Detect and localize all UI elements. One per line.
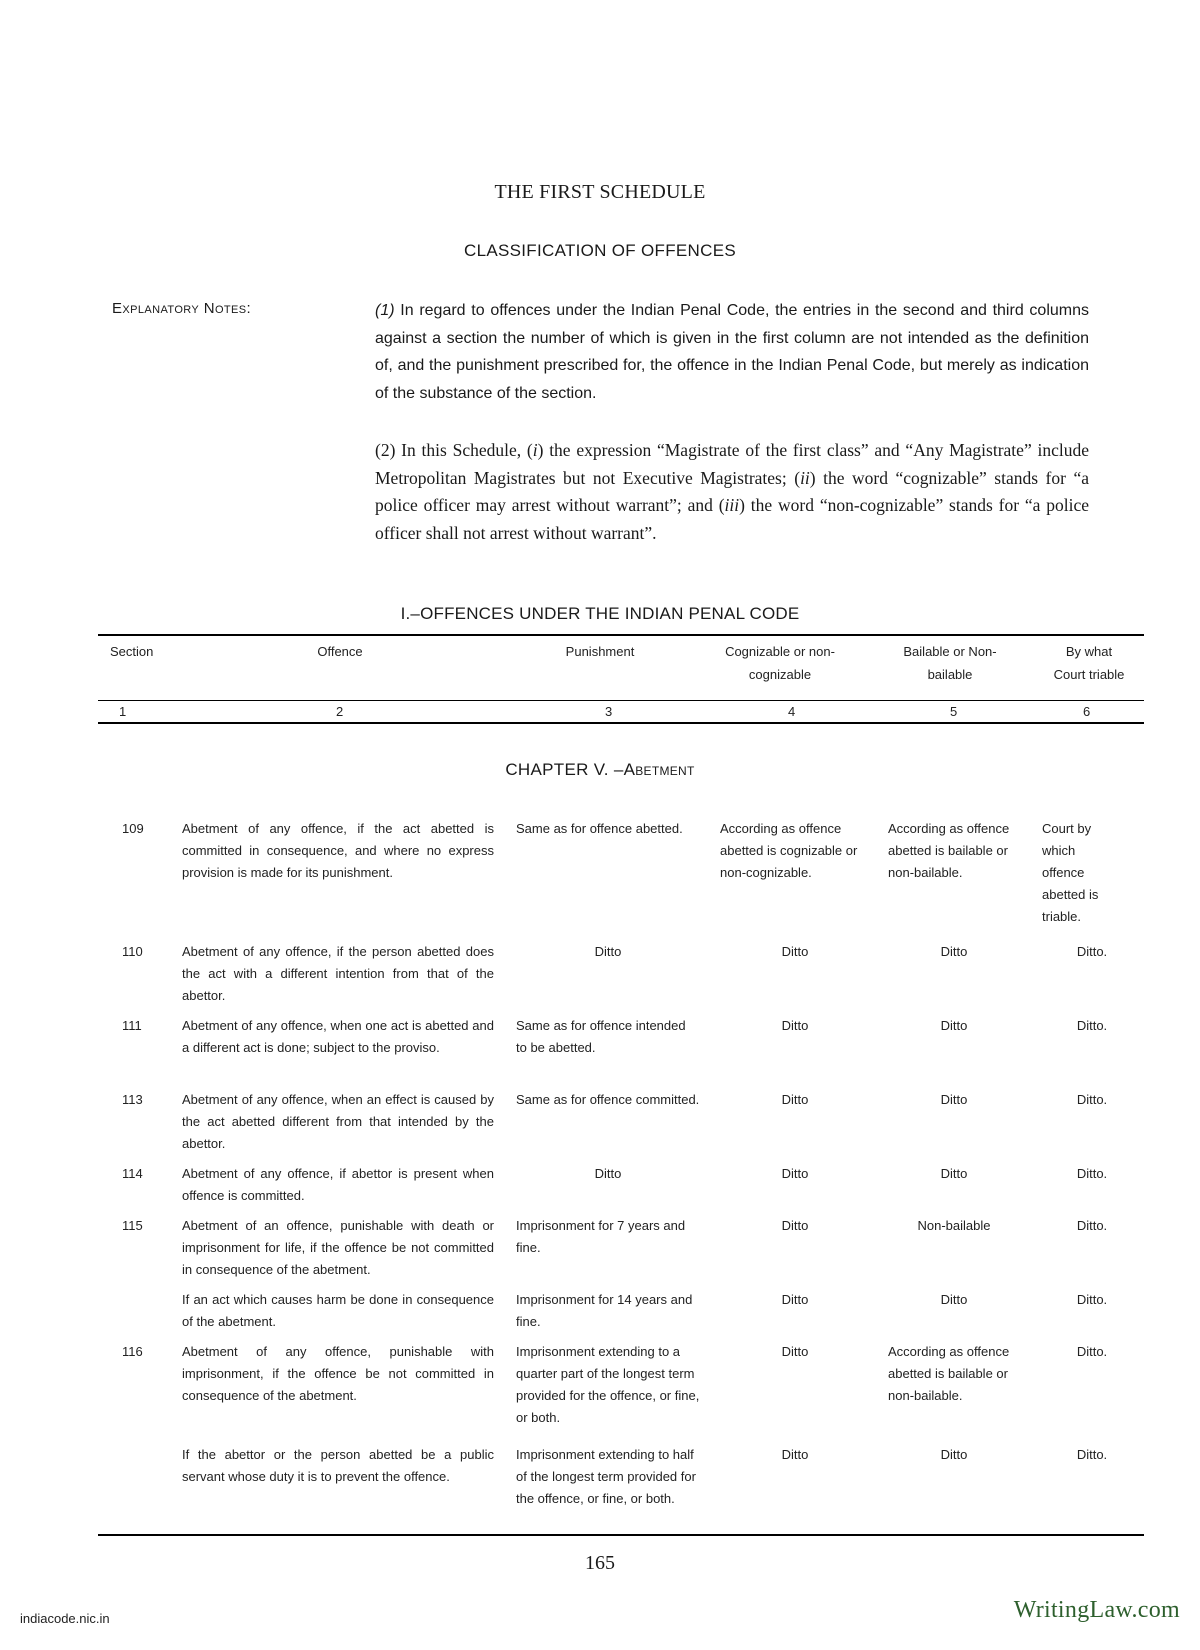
row-offence: Abetment of any offence, punishable with imprisonment, if the offence be not committed in consequence of the abetment. — [182, 1344, 494, 1403]
row-punishment: Imprisonment for 7 years and fine. — [516, 1218, 686, 1255]
note-2-roman-iii: iii — [724, 495, 740, 515]
row-bailable: Non-bailable — [917, 1218, 991, 1233]
footer-watermark: WritingLaw.com — [1013, 1597, 1180, 1623]
note-2-part-b: ) the expression “Magistrate of the first class” and “Any Magistrate” include Metropolitan Magistrates but not Executive Magistrates; ( — [375, 440, 1089, 488]
row-cognizable: Ditto — [781, 1447, 809, 1462]
row-bailable: Ditto — [940, 944, 968, 959]
row-cognizable: Ditto — [781, 944, 809, 959]
row-cognizable: Ditto — [781, 1092, 809, 1107]
header-section: Section — [110, 644, 154, 659]
note-2-part-a: (2) In this Schedule, ( — [375, 440, 533, 460]
column-number-5: 5 — [950, 704, 958, 719]
chapter-prefix: CHAPTER V. – — [505, 760, 624, 779]
schedule-subtitle: CLASSIFICATION OF OFFENCES — [464, 241, 736, 260]
row-cognizable: According as offence abetted is cognizable or non-cognizable. — [720, 821, 858, 880]
row-section: 116 — [122, 1344, 143, 1359]
row-offence: Abetment of any offence, when one act is abetted and a different act is done; subject to the proviso. — [182, 1018, 494, 1055]
header-cognizable — [700, 640, 860, 686]
header-cognizable-line-1: Cognizable or non- — [725, 644, 835, 659]
row-offence: Abetment of an offence, punishable with death or imprisonment for life, if the offence be not committed in consequence of the abetment. — [182, 1218, 494, 1277]
footer-source: indiacode.nic.in — [20, 1611, 110, 1626]
row-bailable: According as offence abetted is bailable or non-bailable. — [888, 1344, 1010, 1403]
row-punishment: Same as for offence abetted. — [516, 821, 683, 836]
header-offence: Offence — [317, 644, 363, 659]
row-court: Ditto. — [1076, 944, 1108, 959]
row-offence: Abetment of any offence, if the person abetted does the act with a different intention from that of the abettor. — [182, 944, 494, 1003]
column-number-4: 4 — [788, 704, 796, 719]
row-cognizable: Ditto — [781, 1218, 809, 1233]
header-bailable-line-2: bailable — [927, 667, 973, 682]
row-court: Ditto. — [1076, 1166, 1108, 1181]
row-section: 109 — [122, 821, 144, 836]
header-cognizable-line-2: cognizable — [748, 667, 812, 682]
column-number-3: 3 — [605, 704, 613, 719]
row-cognizable: Ditto — [781, 1166, 809, 1181]
chapter-heading — [0, 760, 1200, 780]
header-bailable — [880, 640, 1020, 686]
row-court: Court by which offence abetted is triable. — [1042, 821, 1099, 924]
row-punishment: Same as for offence intended to be abetted. — [516, 1018, 686, 1055]
row-cognizable: Ditto — [781, 1292, 809, 1307]
column-number-2: 2 — [336, 704, 344, 719]
row-court: Ditto. — [1076, 1447, 1108, 1462]
header-punishment: Punishment — [565, 644, 635, 659]
row-offence: If the abettor or the person abetted be a public servant whose duty it is to prevent the offence. — [182, 1447, 494, 1484]
page-number: 165 — [585, 1552, 615, 1574]
row-section: 113 — [122, 1092, 143, 1107]
note-1-text: In regard to offences under the Indian Penal Code, the entries in the second and third columns against a section the number of which is given in the first column are not intended as the definition of, and the punishment prescribed for, the offence in the Indian Penal Code, but merely as indication of the substance of the section. — [375, 302, 1089, 402]
row-offence: Abetment of any offence, if the act abetted is committed in consequence, and where no express provision is made for its punishment. — [182, 821, 494, 880]
row-cognizable: Ditto — [781, 1018, 809, 1033]
header-court — [1034, 640, 1144, 686]
row-bailable: Ditto — [940, 1292, 968, 1307]
row-bailable: Ditto — [940, 1092, 968, 1107]
table-header-bottom-rule — [98, 722, 1144, 724]
column-number-1: 1 — [119, 704, 127, 719]
row-offence: If an act which causes harm be done in consequence of the abetment. — [182, 1292, 494, 1329]
note-2-roman-ii: ii — [800, 467, 810, 488]
table-header-divider — [98, 700, 1144, 701]
row-section: 115 — [122, 1218, 143, 1233]
note-2-part-c: ) the word “cognizable” stands for “a police officer may arrest without warrant”; and ( — [375, 467, 1089, 515]
chapter-name: Abetment — [623, 760, 695, 779]
row-bailable: Ditto — [940, 1166, 968, 1181]
row-section: 111 — [122, 1018, 142, 1033]
header-court-line-1: By what — [1065, 644, 1113, 659]
note-2-part-d: ) the word “non-cognizable” stands for “a police officer shall not arrest without warrant”. — [375, 495, 1090, 543]
row-bailable: According as offence abetted is bailable or non-bailable. — [888, 821, 1010, 880]
row-offence: Abetment of any offence, if abettor is present when offence is committed. — [182, 1166, 494, 1203]
row-punishment: Imprisonment for 14 years and fine. — [516, 1292, 693, 1329]
row-bailable: Ditto — [940, 1447, 968, 1462]
row-bailable: Ditto — [940, 1018, 968, 1033]
note-1-number: (1) — [375, 302, 395, 319]
row-punishment: Same as for offence committed. — [516, 1092, 700, 1107]
row-court: Ditto. — [1076, 1218, 1108, 1233]
row-section: 114 — [122, 1166, 143, 1181]
header-court-line-2: Court triable — [1053, 667, 1125, 682]
row-section: 110 — [122, 944, 143, 959]
row-punishment: Imprisonment extending to a quarter part of the longest term provided for the offence, or fine, or both. — [516, 1344, 700, 1425]
part-heading: I.–OFFENCES UNDER THE INDIAN PENAL CODE — [400, 604, 800, 623]
row-punishment: Ditto — [594, 944, 622, 959]
row-cognizable: Ditto — [781, 1344, 809, 1359]
explanatory-note-2 — [375, 437, 1089, 547]
note-2-roman-i: i — [532, 440, 538, 460]
row-court: Ditto. — [1076, 1018, 1108, 1033]
explanatory-notes-label: Explanatory Notes: — [112, 300, 252, 317]
row-court: Ditto. — [1076, 1092, 1108, 1107]
row-offence: Abetment of any offence, when an effect is caused by the act abetted different from that intended by the abettor. — [182, 1092, 494, 1151]
row-punishment: Ditto — [594, 1166, 622, 1181]
column-number-6: 6 — [1083, 704, 1091, 719]
row-punishment: Imprisonment extending to half of the longest term provided for the offence, or fine, or both. — [516, 1447, 696, 1506]
table-top-rule — [98, 634, 1144, 636]
header-bailable-line-1: Bailable or Non- — [903, 644, 997, 659]
table-bottom-rule — [98, 1534, 1144, 1536]
row-court: Ditto. — [1076, 1344, 1108, 1359]
schedule-title: THE FIRST SCHEDULE — [494, 181, 706, 203]
explanatory-note-1 — [375, 297, 1089, 407]
row-court: Ditto. — [1076, 1292, 1108, 1307]
